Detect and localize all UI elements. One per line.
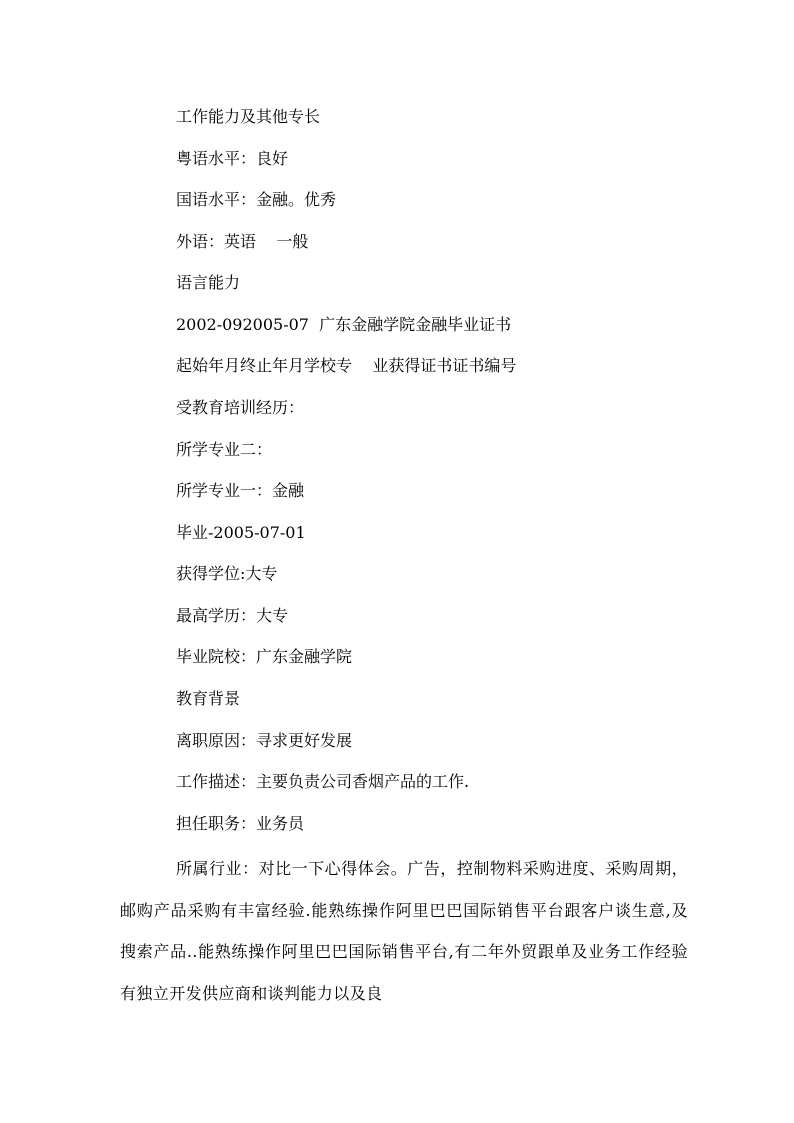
text-line: 语言能力 xyxy=(176,273,241,292)
text-line: 离职原因：寻求更好发展 xyxy=(176,731,353,750)
text-line: 毕业院校：广东金融学院 xyxy=(176,647,353,666)
text-line: 担任职务：业务员 xyxy=(176,814,305,833)
text-line: 起始年月终止年月学校专 业获得证书证书编号 xyxy=(176,356,517,375)
text-line: 教育背景 xyxy=(176,689,241,708)
text-line: 2002-092005-07 广东金融学院金融毕业证书 xyxy=(176,315,512,334)
text-line: 外语：英语 一般 xyxy=(176,232,309,251)
text-line: 工作能力及其他专长 xyxy=(176,107,321,126)
text-line: 获得学位:大专 xyxy=(176,564,278,583)
text-line: 国语水平：金融。优秀 xyxy=(176,190,337,209)
text-line: 毕业-2005-07-01 xyxy=(176,523,306,542)
text-line: 工作描述：主要负责公司香烟产品的工作. xyxy=(176,772,470,791)
text-line: 所学专业二： xyxy=(176,440,273,459)
text-line: 粤语水平：良好 xyxy=(176,149,289,168)
text-line: 受教育培训经历： xyxy=(176,398,305,417)
text-line: 最高学历：大专 xyxy=(176,606,289,625)
body-paragraph: 所属行业：对比一下心得体会。广告，控制物料采购进度、采购周期，邮购产品采购有丰富经验.能熟练操作阿里巴巴国际销售平台跟客户谈生意,及搜索产品..能熟练操作阿里巴巴国际销售平台,有二年外贸跟单及业务工作经验有独立开发供应商和谈判能力以及良 xyxy=(120,859,688,1003)
text-line: 所学专业一：金融 xyxy=(176,481,305,500)
